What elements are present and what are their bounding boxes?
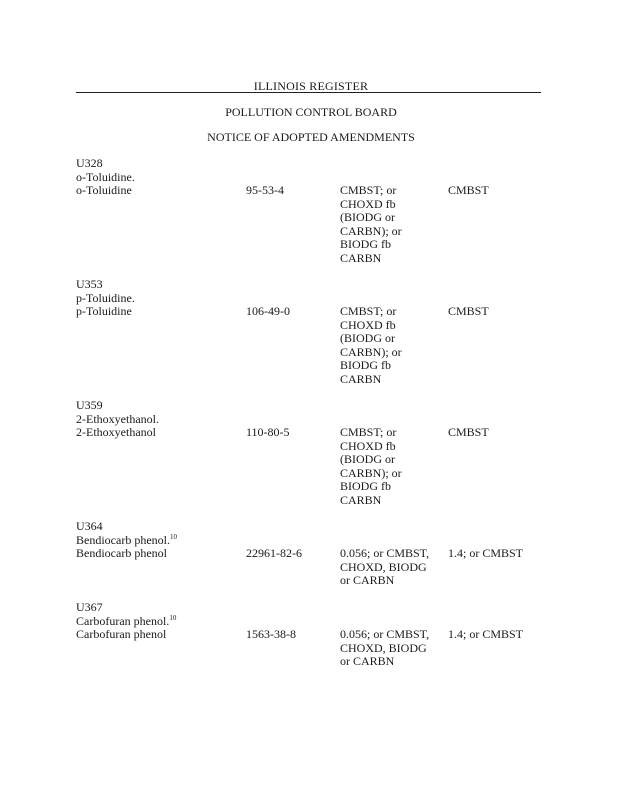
nonwastewater-standard: 1.4; or CMBST	[448, 627, 524, 641]
common-name: Bendiocarb phenol.$^{10}$	[76, 532, 177, 547]
constituent-name: o-Toluidine	[76, 183, 132, 197]
register-title: ILLINOIS REGISTER	[253, 79, 369, 93]
header-rule	[76, 92, 541, 93]
constituent-name: Carbofuran phenol	[76, 627, 167, 641]
common-name: Carbofuran phenol.$^{10}$	[76, 613, 177, 628]
cas-number: 110-80-5	[246, 425, 290, 439]
waste-entry-u359	[76, 398, 546, 507]
constituent-row	[76, 546, 546, 587]
nonwastewater-standard: 1.4; or CMBST	[448, 546, 524, 560]
waste-entry-u328	[76, 156, 546, 265]
cas-number: 95-53-4	[246, 183, 284, 197]
notice-title: NOTICE OF ADOPTED AMENDMENTS	[207, 130, 415, 144]
constituent-row	[76, 304, 546, 386]
cas-number: 1563-38-8	[246, 627, 296, 641]
common-name: o-Toluidine.	[76, 169, 135, 184]
cas-number: 22961-82-6	[246, 546, 302, 560]
constituent-name: Bendiocarb phenol	[76, 546, 167, 560]
constituent-row	[76, 627, 546, 668]
constituent-name: 2-Ethoxyethanol	[76, 425, 156, 439]
wastewater-standard: CMBST; or CHOXD fb (BIODG or CARBN); or BIODG fb CARBN	[340, 304, 402, 386]
wastewater-standard: CMBST; or CHOXD fb (BIODG or CARBN); or BIODG fb CARBN	[340, 183, 402, 265]
constituent-row	[76, 425, 546, 507]
nonwastewater-standard: CMBST	[448, 183, 489, 197]
wastewater-standard: 0.056; or CMBST, CHOXD, BIODG or CARBN	[340, 627, 430, 668]
waste-entry-u364	[76, 519, 546, 587]
footnote-marker: 10	[169, 613, 177, 622]
nonwastewater-standard: CMBST	[448, 425, 489, 439]
waste-code: U328	[76, 156, 103, 170]
waste-code: U367	[76, 600, 103, 614]
waste-code: U364	[76, 519, 103, 533]
constituent-row	[76, 183, 546, 265]
nonwastewater-standard: CMBST	[448, 304, 489, 318]
wastewater-standard: 0.056; or CMBST, CHOXD, BIODG or CARBN	[340, 546, 430, 587]
constituent-name: p-Toluidine	[76, 304, 132, 318]
cas-number: 106-49-0	[246, 304, 290, 318]
waste-code: U359	[76, 398, 103, 412]
footnote-marker: 10	[169, 532, 177, 541]
board-name: POLLUTION CONTROL BOARD	[225, 105, 397, 119]
wastewater-standard: CMBST; or CHOXD fb (BIODG or CARBN); or BIODG fb CARBN	[340, 425, 402, 507]
waste-code: U353	[76, 277, 103, 291]
common-name: 2-Ethoxyethanol.	[76, 411, 159, 426]
waste-entry-u353	[76, 277, 546, 386]
waste-entry-u367	[76, 600, 546, 668]
common-name: p-Toluidine.	[76, 290, 135, 305]
